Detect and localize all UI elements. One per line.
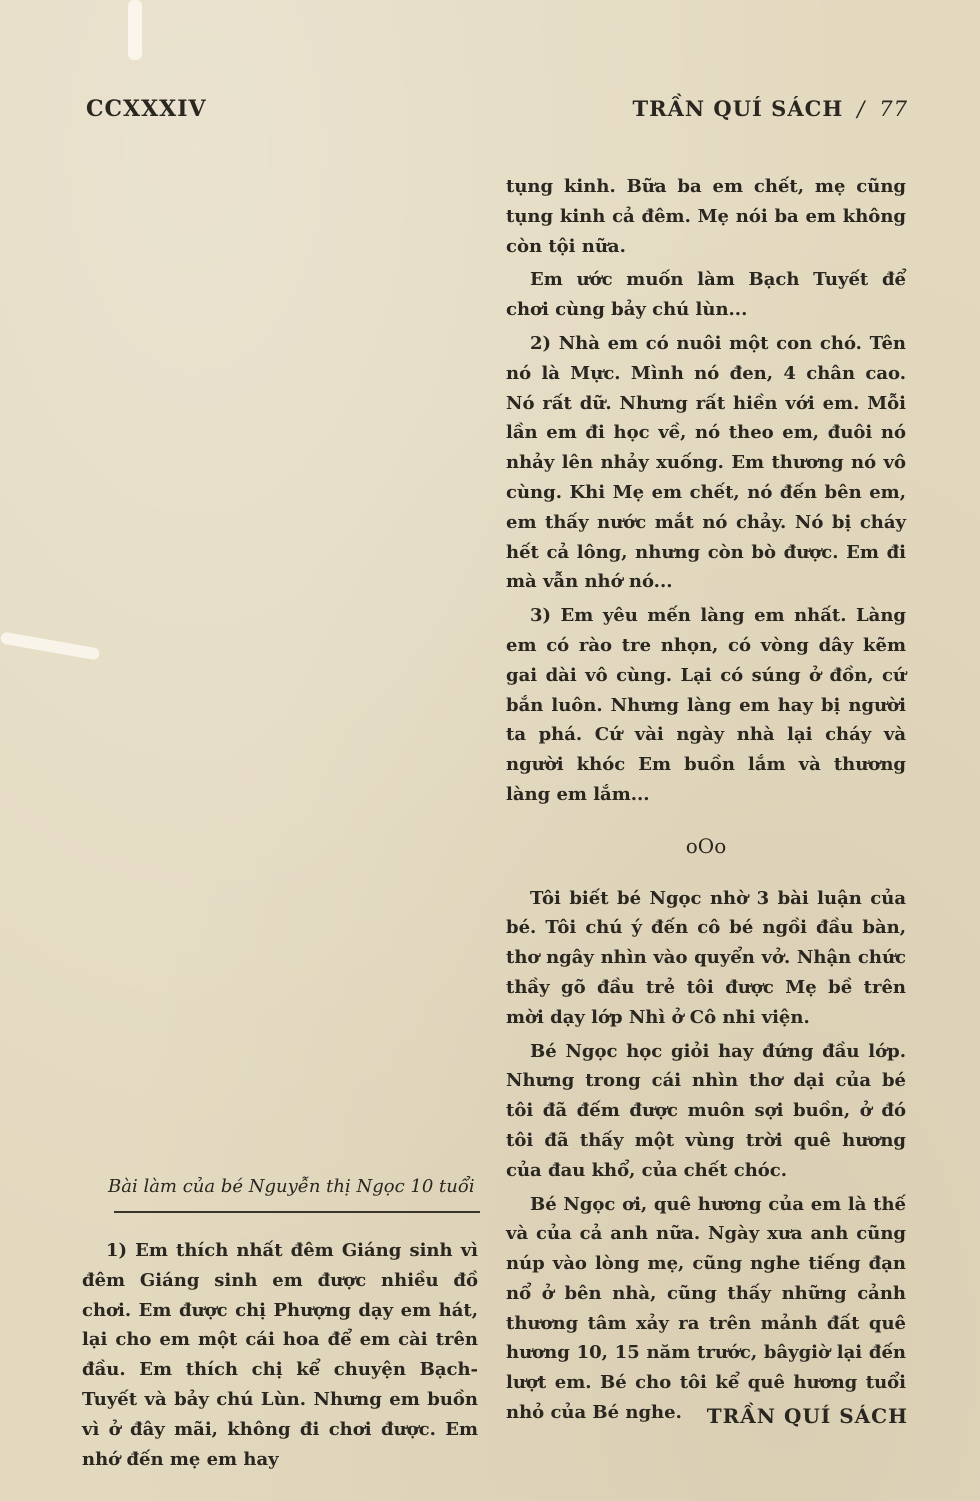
paragraph: 1) Em thích nhất đêm Giáng sinh vì đêm Giáng sinh em được nhiều đồ chơi. Em được chị Phượng dạy em hát, lại cho em một cái hoa để em cài trên đầu. Em thích chị kể chuyện Bạch-Tuyết và bảy chú Lùn. Nhưng em buồn vì ở đây mãi, không đi chơi được. Em nhớ đến mẹ em hay: [82, 1240, 478, 1470]
caption-rule: [114, 1211, 480, 1213]
section-numeral: CCXXXIV: [86, 96, 207, 122]
page-number: 77: [879, 97, 908, 121]
running-title: TRẦN QUÍ SÁCH: [632, 96, 844, 121]
paragraph: 2) Nhà em có nuôi một con chó. Tên nó là Mực. Mình nó đen, 4 chân cao. Nó rất dữ. Nhưng rất hiền với em. Mỗi lần em đi học về, nó theo em, đuôi nó nhảy lên nhảy xuống. Em thương nó vô cùng. Khi Mẹ em chết, nó đến bên em, em thấy nước mắt nó chảy. Nó bị cháy hết cả lông, nhưng còn bò được. Em đi mà vẫn nhớ nó...: [506, 332, 906, 593]
author-signature: TRẦN QUÍ SÁCH: [706, 1404, 908, 1428]
right-column: [506, 172, 906, 1432]
left-column: [82, 1236, 478, 1474]
paragraph: Bé Ngọc học giỏi hay đứng đầu lớp. Nhưng trong cái nhìn thơ dại của bé tôi đã đếm được muôn sợi buồn, ở đó tôi đã thấy một vùng trời quê hương của đau khổ, của chết chóc.: [506, 1040, 906, 1181]
paragraph: tụng kinh. Bữa ba em chết, mẹ cũng tụng kinh cả đêm. Mẹ nói ba em không còn tội nữa.: [506, 176, 906, 257]
essay-caption: Bài làm của bé Nguyễn thị Ngọc 10 tuổi: [108, 1176, 475, 1197]
paragraph: Bé Ngọc ơi, quê hương của em là thế và của cả anh nữa. Ngày xưa anh cũng núp vào lòng mẹ, cũng nghe tiếng đạn nổ ở bên nhà, cũng thấy những cảnh thương tâm xảy ra trên mảnh đất quê hương 10, 15 năm trước, bâygiờ lại đến lượt em. Bé cho tôi kể quê hương tuổi nhỏ của Bé nghe.: [506, 1193, 906, 1424]
header-separator: /: [857, 97, 866, 121]
running-header: [633, 96, 908, 121]
paragraph: Tôi biết bé Ngọc nhờ 3 bài luận của bé. Tôi chú ý đến cô bé ngồi đầu bàn, thơ ngây nhìn vào quyển vở. Nhận chức thầy gõ đầu trẻ tôi được Mẹ bề trên mời dạy lớp Nhì ở Cô nhi viện.: [506, 887, 906, 1028]
section-divider: oOo: [685, 833, 727, 858]
paragraph: 3) Em yêu mến làng em nhất. Làng em có rào tre nhọn, có vòng dây kẽm gai dài vô cùng. Lại có súng ở đồn, cứ bắn luôn. Nhưng làng em hay bị người ta phá. Cứ vài ngày nhà lại cháy và người khóc Em buồn lắm và thương làng em lắm...: [506, 605, 906, 805]
paper-damage-left: [0, 631, 100, 660]
paragraph: Em ước muốn làm Bạch Tuyết để chơi cùng bảy chú lùn...: [506, 269, 906, 321]
paper-damage-top: [128, 0, 142, 60]
